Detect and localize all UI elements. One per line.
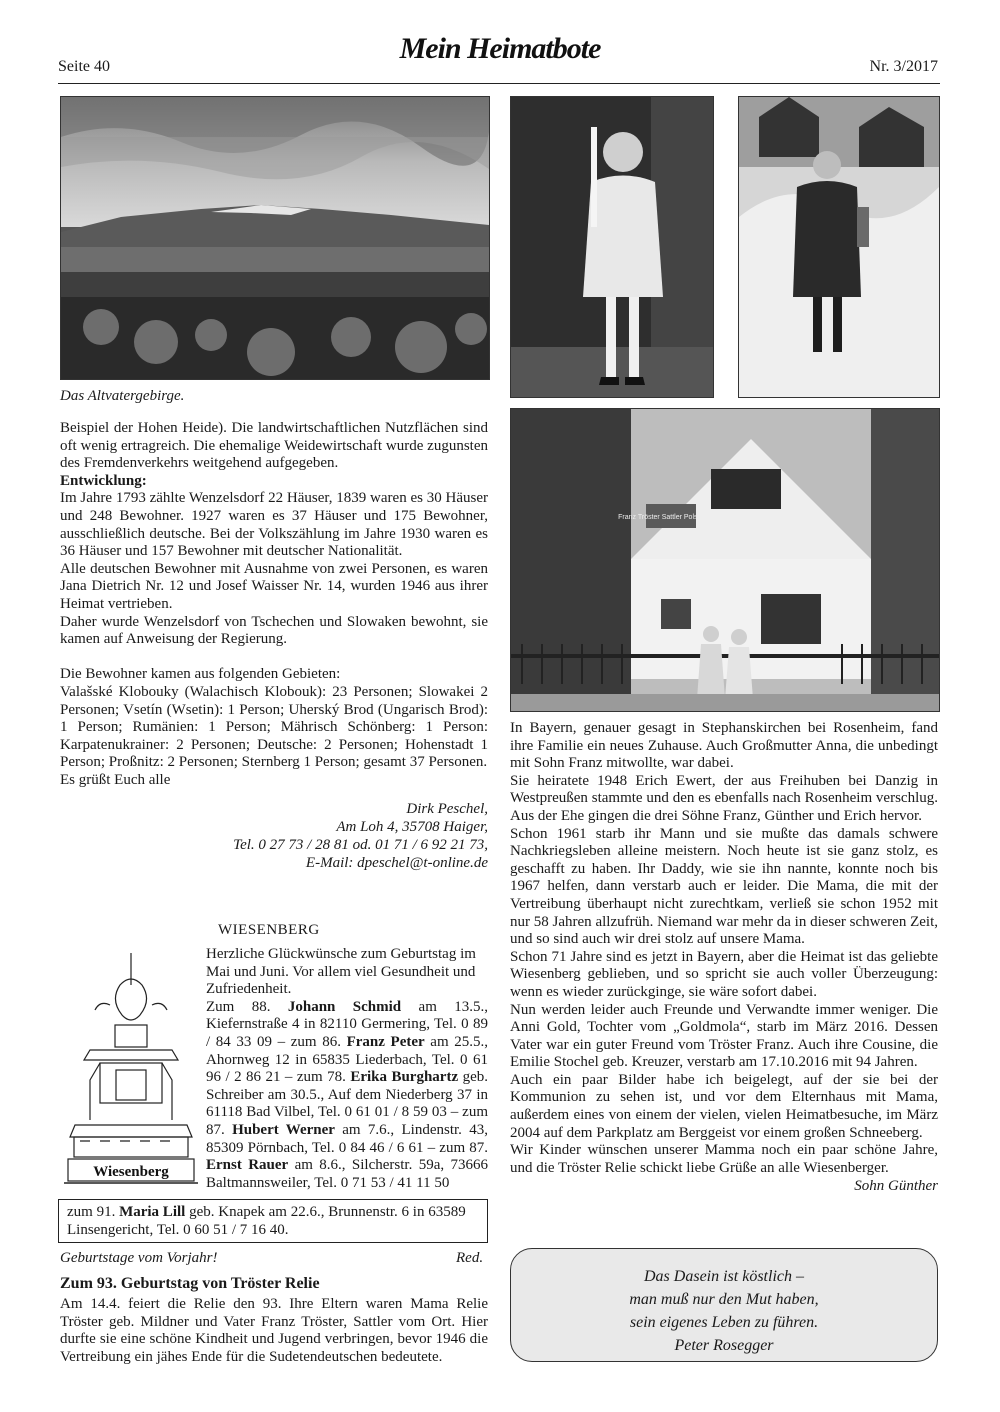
birthday-name: Erika Burghartz (350, 1069, 459, 1086)
photo-troester-house (510, 408, 940, 712)
birthday-details: am 8.6., Silcherstr. 59a, 73666 Baltmannsweiler, Tel. 0 71 53 / 41 11 50 (206, 1157, 488, 1191)
birthday-prefix: zum 91. (67, 1204, 120, 1220)
quote-line: sein eigenes Leben zu führen. (629, 1314, 819, 1331)
masthead-logo: Mein Heimatbote (399, 32, 601, 65)
paragraph: Nun werden leider auch Freunde und Verwandte immer weniger. Die Anni Gold, Tochter vom „Goldmola“, starb im März 2016. Dessen Vater war ein guter Freund vom Tröster Franz. Auch ihre Cousine, die Emilie Stochel geb. Kreuzer, verstarb am 17.10.2016 mit 94 Jahren. (510, 1001, 938, 1071)
paragraph: Alle deutschen Bewohner mit Ausnahme von zwei Personen, es waren Jana Dietrich Nr. 12 und Josef Waisser Nr. 14, wurden 1946 aus ihrer Heimat vertrieben. (60, 560, 488, 612)
paragraph: Valašské Klobouky (Walachisch Klobouk): 23 Personen; Slowakei 2 Personen; Vsetín (Wsetin): 1 Person; Uherský Brod (Ungarisch Brod): 1 Person; Rumänien: 1 Person; Mährisch Schönberg: 1 Person: Karpatenukrainer: 2 Personen; Deutsche: 2 Personen; Hohenstadt 1 Person; Proßnitz: 2 Personen; Sternberg 1 Person; gesamt 37 Personen. (60, 683, 488, 771)
birthday-name: Ernst Rauer (206, 1157, 289, 1174)
troester-intro (60, 1296, 488, 1366)
troester-title: Zum 93. Geburtstag von Tröster Relie (60, 1275, 320, 1292)
author-phone: Tel. 0 27 73 / 28 81 od. 01 71 / 6 92 21 73, (233, 837, 488, 853)
issue-number: Nr. 3/2017 (869, 58, 938, 75)
paragraph: Schon 1961 starb ihr Mann und sie mußte das damals schwere Nachkriegsleben alleine meistern. Noch heute ist sie ganz stolz, es geschafft zu haben. Ihr Daddy, wie sie ihn nannte, konnte noch bis 1967 helfen, dann verstarb auch er leider. Die Mama, die mit der Vertreibung überhaupt nicht zurechtkam, verließ sie schon 1952 mit nur 58 Jahren allzufrüh. Niemand war mehr da in dieser schweren Zeit, und so sind auch wir drei stolz auf unsere Mama. (510, 825, 938, 948)
author-name: Dirk Peschel, (406, 801, 488, 817)
quote-box-rosegger (510, 1248, 938, 1362)
birthday-prefix: Zum 88. (206, 998, 288, 1015)
paragraph: Schon 71 Jahre sind es jetzt in Bayern, aber die Heimat ist das geliebte Wiesenberg geblieben, und so spricht sie auch voller Überzeugung: wenn es wieder zurückginge, sie wäre sofort dabei. (510, 948, 938, 1000)
birthday-box-maria-lill (58, 1199, 488, 1243)
house-sign: Franz Tröster Sattler Polst. Tapez. (618, 514, 724, 521)
birthday-name: Johann Schmid (287, 998, 402, 1015)
wiesenberg-title: WIESENBERG (218, 922, 320, 938)
birthday-details: am 13.5., Kiefernstraße 4 in 82110 Germering, Tel. 0 89 / 84 33 09 – zum 86. (206, 998, 488, 1050)
quote-line: man muß nur den Mut haben, (629, 1291, 819, 1308)
birthday-details: am 7.6., Lindenstr. 43, 85309 Pörnbach, Tel. 0 84 46 / 6 61 – zum 87. (206, 1121, 488, 1156)
birthday-name: Franz Peter (346, 1033, 425, 1050)
paragraph: Wir Kinder wünschen unserer Mamma noch ein paar schöne Jahre, und die Tröster Relie schickt liebe Grüße an alle Wiesenberger. (510, 1142, 938, 1176)
intro-paragraph: Herzliche Glückwünsche zum Geburtstag im Mai und Juni. Vor allem viel Gesundheit und Zufriedenheit. (206, 946, 476, 998)
birthday-name: Hubert Werner (232, 1121, 335, 1138)
paragraph: Die Bewohner kamen aus folgenden Gebieten: (60, 666, 341, 683)
birthday-details: geb. Knapek am 22.6., Brunnenstr. 6 in 63589 Linsengericht, Tel. 0 60 51 / 7 16 40. (67, 1204, 466, 1238)
wiesenberg-birthdays (206, 946, 488, 1192)
paragraph: Sie heiratete 1948 Erich Ewert, der aus Freihuben bei Danzig in Westpreußen stammte und den es ebenfalls nach Rosenheim verschlug. Aus der Ehe gingen die drei Söhne Franz, Günther und Erich hervor. (510, 772, 938, 824)
author-address: Am Loh 4, 35708 Haiger, (336, 819, 488, 835)
caption-altvater: Das Altvatergebirge. (60, 388, 185, 404)
birthday-name: Maria Lill (119, 1204, 186, 1220)
birthday-details: am 25.5., Ahornweg 12 in 65835 Liederbach, Tel. 0 61 96 / 2 86 21 – zum 78. (206, 1033, 489, 1086)
quote-line: Das Dasein ist köstlich – (644, 1268, 804, 1285)
author-email: E-Mail: dpeschel@t-online.de (305, 855, 488, 871)
emblem-label: Wiesenberg (93, 1164, 169, 1180)
birthday-list (206, 999, 488, 1193)
paragraph: Im Jahre 1793 zählte Wenzelsdorf 22 Häuser, 1839 waren es 30 Häuser und 248 Bewohner. 1927 waren es 37 Häuser und 175 Bewohner, ausschließlich deutsche. Bei der Volkszählung im Jahre 1930 waren es 36 Häuser und 157 Bewohner mit deutscher Nationalität. (60, 490, 488, 560)
greeting: Es grüßt Euch alle (60, 771, 171, 788)
intro-paragraph: Beispiel der Hohen Heide). Die landwirtschaftlichen Nutzflächen sind oft wenig ertragreich. Die ehemalige Weidewirtschaft wurde zugunsten des Fremdenverkehrs weitgehend aufgegeben. (60, 420, 488, 472)
page-number: Seite 40 (58, 58, 110, 75)
photo-altvater-mountains (60, 96, 490, 380)
photo-communion-girl (510, 96, 714, 398)
note-signature: Red. (456, 1250, 484, 1266)
header-divider (58, 83, 940, 84)
quote-author: Peter Rosegger (674, 1337, 774, 1354)
wiesenberg-emblem (60, 945, 202, 1190)
paragraph: In Bayern, genauer gesagt in Stephanskirchen bei Rosenheim, fand ihre Familie ein neues Zuhause. Auch Großmutter Anna, die unbedingt mit Sohn Franz mitwollte, war dabei. (510, 720, 938, 772)
article-wenzelsdorf (60, 420, 488, 789)
troester-signature: Sohn Günther (854, 1178, 938, 1195)
note-previous-year: Geburtstage vom Vorjahr! (60, 1250, 218, 1266)
paragraph: Am 14.4. feiert die Relie den 93. Ihre Eltern waren Mama Relie Tröster geb. Mildner und Vater Franz Tröster, Sattler vom Ort. Hier durfte sie eine schöne Kindheit und Jugend verbringen, bevor 1946 die Vertreibung ein jähes Ende für die Sudetendeutschen bedeutete. (60, 1296, 488, 1365)
paragraph: Auch ein paar Bilder habe ich beigelegt, auf der sie bei der Kommunion zu sehen ist, und vor dem Elternhaus mit Mama, außerdem eines von einem der vielen, vielen Heimatbesuche, im März 2004 auf dem Parkplatz am Berggeist vor einem großen Schneeberg. (510, 1071, 938, 1141)
troester-continued (510, 720, 938, 1195)
paragraph: Daher wurde Wenzelsdorf von Tschechen und Slowaken bewohnt, sie kamen auf Anweisung der Regierung. (60, 613, 488, 648)
photo-woman-in-snow (738, 96, 940, 398)
section-title: Entwicklung: (60, 472, 147, 489)
author-signature (200, 800, 488, 872)
birthday-details: geb. Schreiber am 30.5., Auf dem Niederberg 37 in 61118 Bad Vilbel, Tel. 0 61 01 / 8 59 03 – zum 87. (206, 1069, 488, 1138)
